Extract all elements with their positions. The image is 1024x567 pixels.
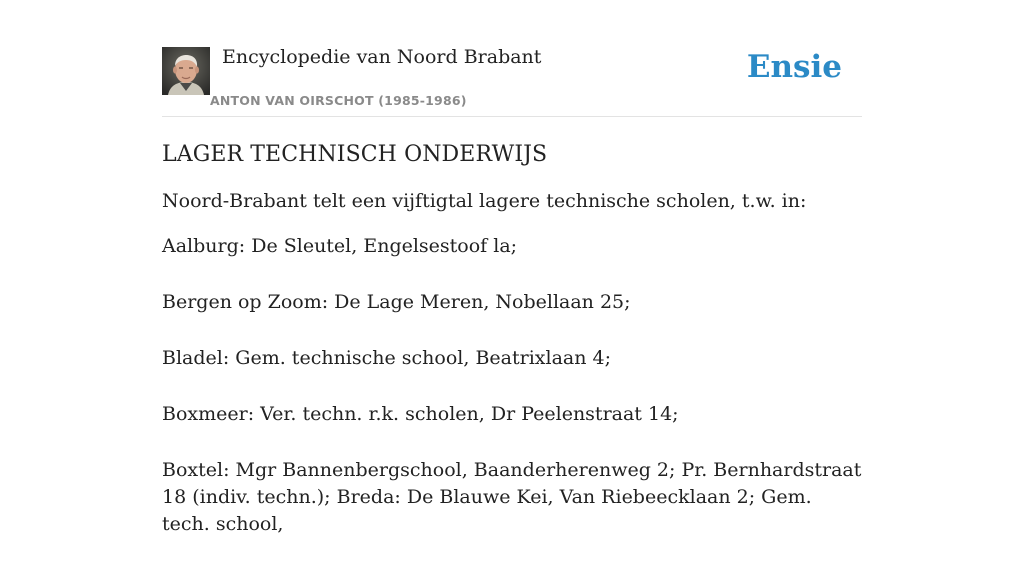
list-item: Bladel: Gem. technische school, Beatrixlaan 4; [162,347,611,369]
list-item: Boxmeer: Ver. techn. r.k. scholen, Dr Peelenstraat 14; [162,403,679,425]
ensie-logo[interactable]: Ensie [746,49,842,85]
encyclopedia-title[interactable]: Encyclopedie van Noord Brabant [222,46,542,68]
article-intro: Noord-Brabant telt een vijftigtal lagere technische scholen, t.w. in: [162,190,807,212]
article-content [162,140,862,567]
author-name[interactable]: ANTON VAN OIRSCHOT (1985-1986) [210,93,467,108]
article-title: LAGER TECHNISCH ONDERWIJS [162,142,548,167]
author-portrait-icon [162,47,210,95]
list-item: Boxtel: Mgr Bannenbergschool, Baanderherenweg 2; Pr. Bernhardstraat 18 (indiv. techn.); Breda: De Blauwe Kei, Van Riebeecklaan 2; Gem. tech. school, [162,459,862,535]
author-avatar[interactable] [162,47,210,95]
list-item: Bergen op Zoom: De Lage Meren, Nobellaan 25; [162,291,631,313]
list-item: Aalburg: De Sleutel, Engelsestoof la; [162,235,518,257]
source-header [162,0,862,117]
